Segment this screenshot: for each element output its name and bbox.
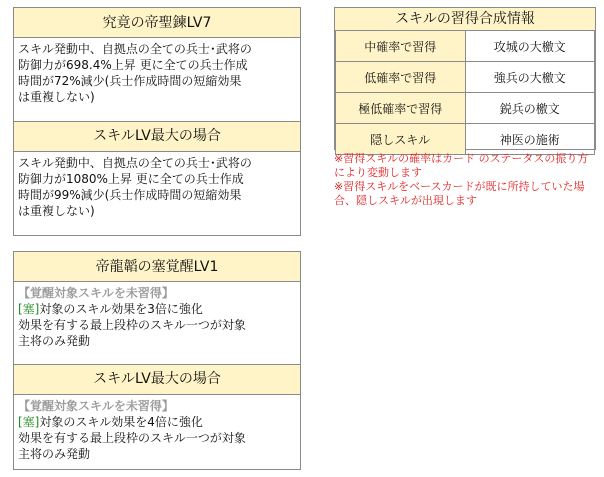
awakening-max-effect-text: 対象のスキル効果を4倍に強化 — [39, 415, 203, 429]
skill-name: 強兵の大檄文 — [465, 62, 595, 93]
fortress-bracket: [塞] — [18, 415, 40, 429]
awakening-max-line-2: 効果を有する最上段枠のスキル一つが対象 — [18, 431, 246, 445]
table-row — [336, 124, 595, 155]
skill-max-description: スキル発動中、自拠点の全ての兵士･武将の 防御力が1080%上昇 更に全ての兵士作成 時間が99%減少(兵士作成時間の短縮効果 は重複しない) — [18, 156, 252, 218]
awakening-description — [14, 282, 300, 364]
awakening-tag: 【覚醒対象スキルを未習得】 — [18, 286, 174, 300]
rate-label: 極低確率で習得 — [336, 93, 466, 124]
rate-label: 隠しスキル — [336, 124, 466, 155]
table-row — [336, 62, 595, 93]
skill-title: 究竟の帝聖鍊LV7 — [14, 8, 300, 38]
acquisition-info-panel — [334, 7, 596, 150]
awakening-line-2: 効果を有する最上段枠のスキル一つが対象 — [18, 318, 246, 332]
note-hidden-skill: ※習得スキルをベースカードが既に所持していた場 合、隠しスキルが出現します — [334, 180, 585, 207]
awakening-max-tag: 【覚醒対象スキルを未習得】 — [18, 399, 174, 413]
note-probability: ※習得スキルの確率はカード のステータスの振り方 により変動します — [334, 152, 589, 179]
awakening-effect-text: 対象のスキル効果を3倍に強化 — [39, 302, 203, 316]
table-row — [336, 31, 595, 62]
awakening-line-1 — [18, 301, 296, 317]
rate-label: 低確率で習得 — [336, 62, 466, 93]
awakening-title: 帝龍韜の塞覚醒LV1 — [14, 252, 300, 282]
table-row — [336, 93, 595, 124]
skill-panel-1 — [13, 7, 301, 236]
awakening-max-line-1 — [18, 414, 296, 430]
acquisition-table — [335, 30, 595, 155]
skill-name: 攻城の大檄文 — [465, 31, 595, 62]
skill-name: 神医の施術 — [465, 124, 595, 155]
awakening-max-description — [14, 395, 300, 466]
skill-description: スキル発動中、自拠点の全ての兵士･武将の 防御力が698.4%上昇 更に全ての兵士作成 時間が72%減少(兵士作成時間の短縮効果 は重複しない) — [18, 42, 252, 104]
awakening-line-3: 主将のみ発動 — [18, 334, 91, 348]
rate-label: 中確率で習得 — [336, 31, 466, 62]
acquisition-notes — [334, 152, 596, 208]
skill-name: 鋭兵の檄文 — [465, 93, 595, 124]
skill-max-title: スキルLV最大の場合 — [14, 121, 300, 152]
awakening-max-title: スキルLV最大の場合 — [14, 364, 300, 395]
acquisition-info-title: スキルの習得合成情報 — [335, 8, 595, 30]
skill-panel-2 — [13, 251, 301, 470]
awakening-max-line-3: 主将のみ発動 — [18, 447, 91, 461]
fortress-bracket: [塞] — [18, 302, 40, 316]
